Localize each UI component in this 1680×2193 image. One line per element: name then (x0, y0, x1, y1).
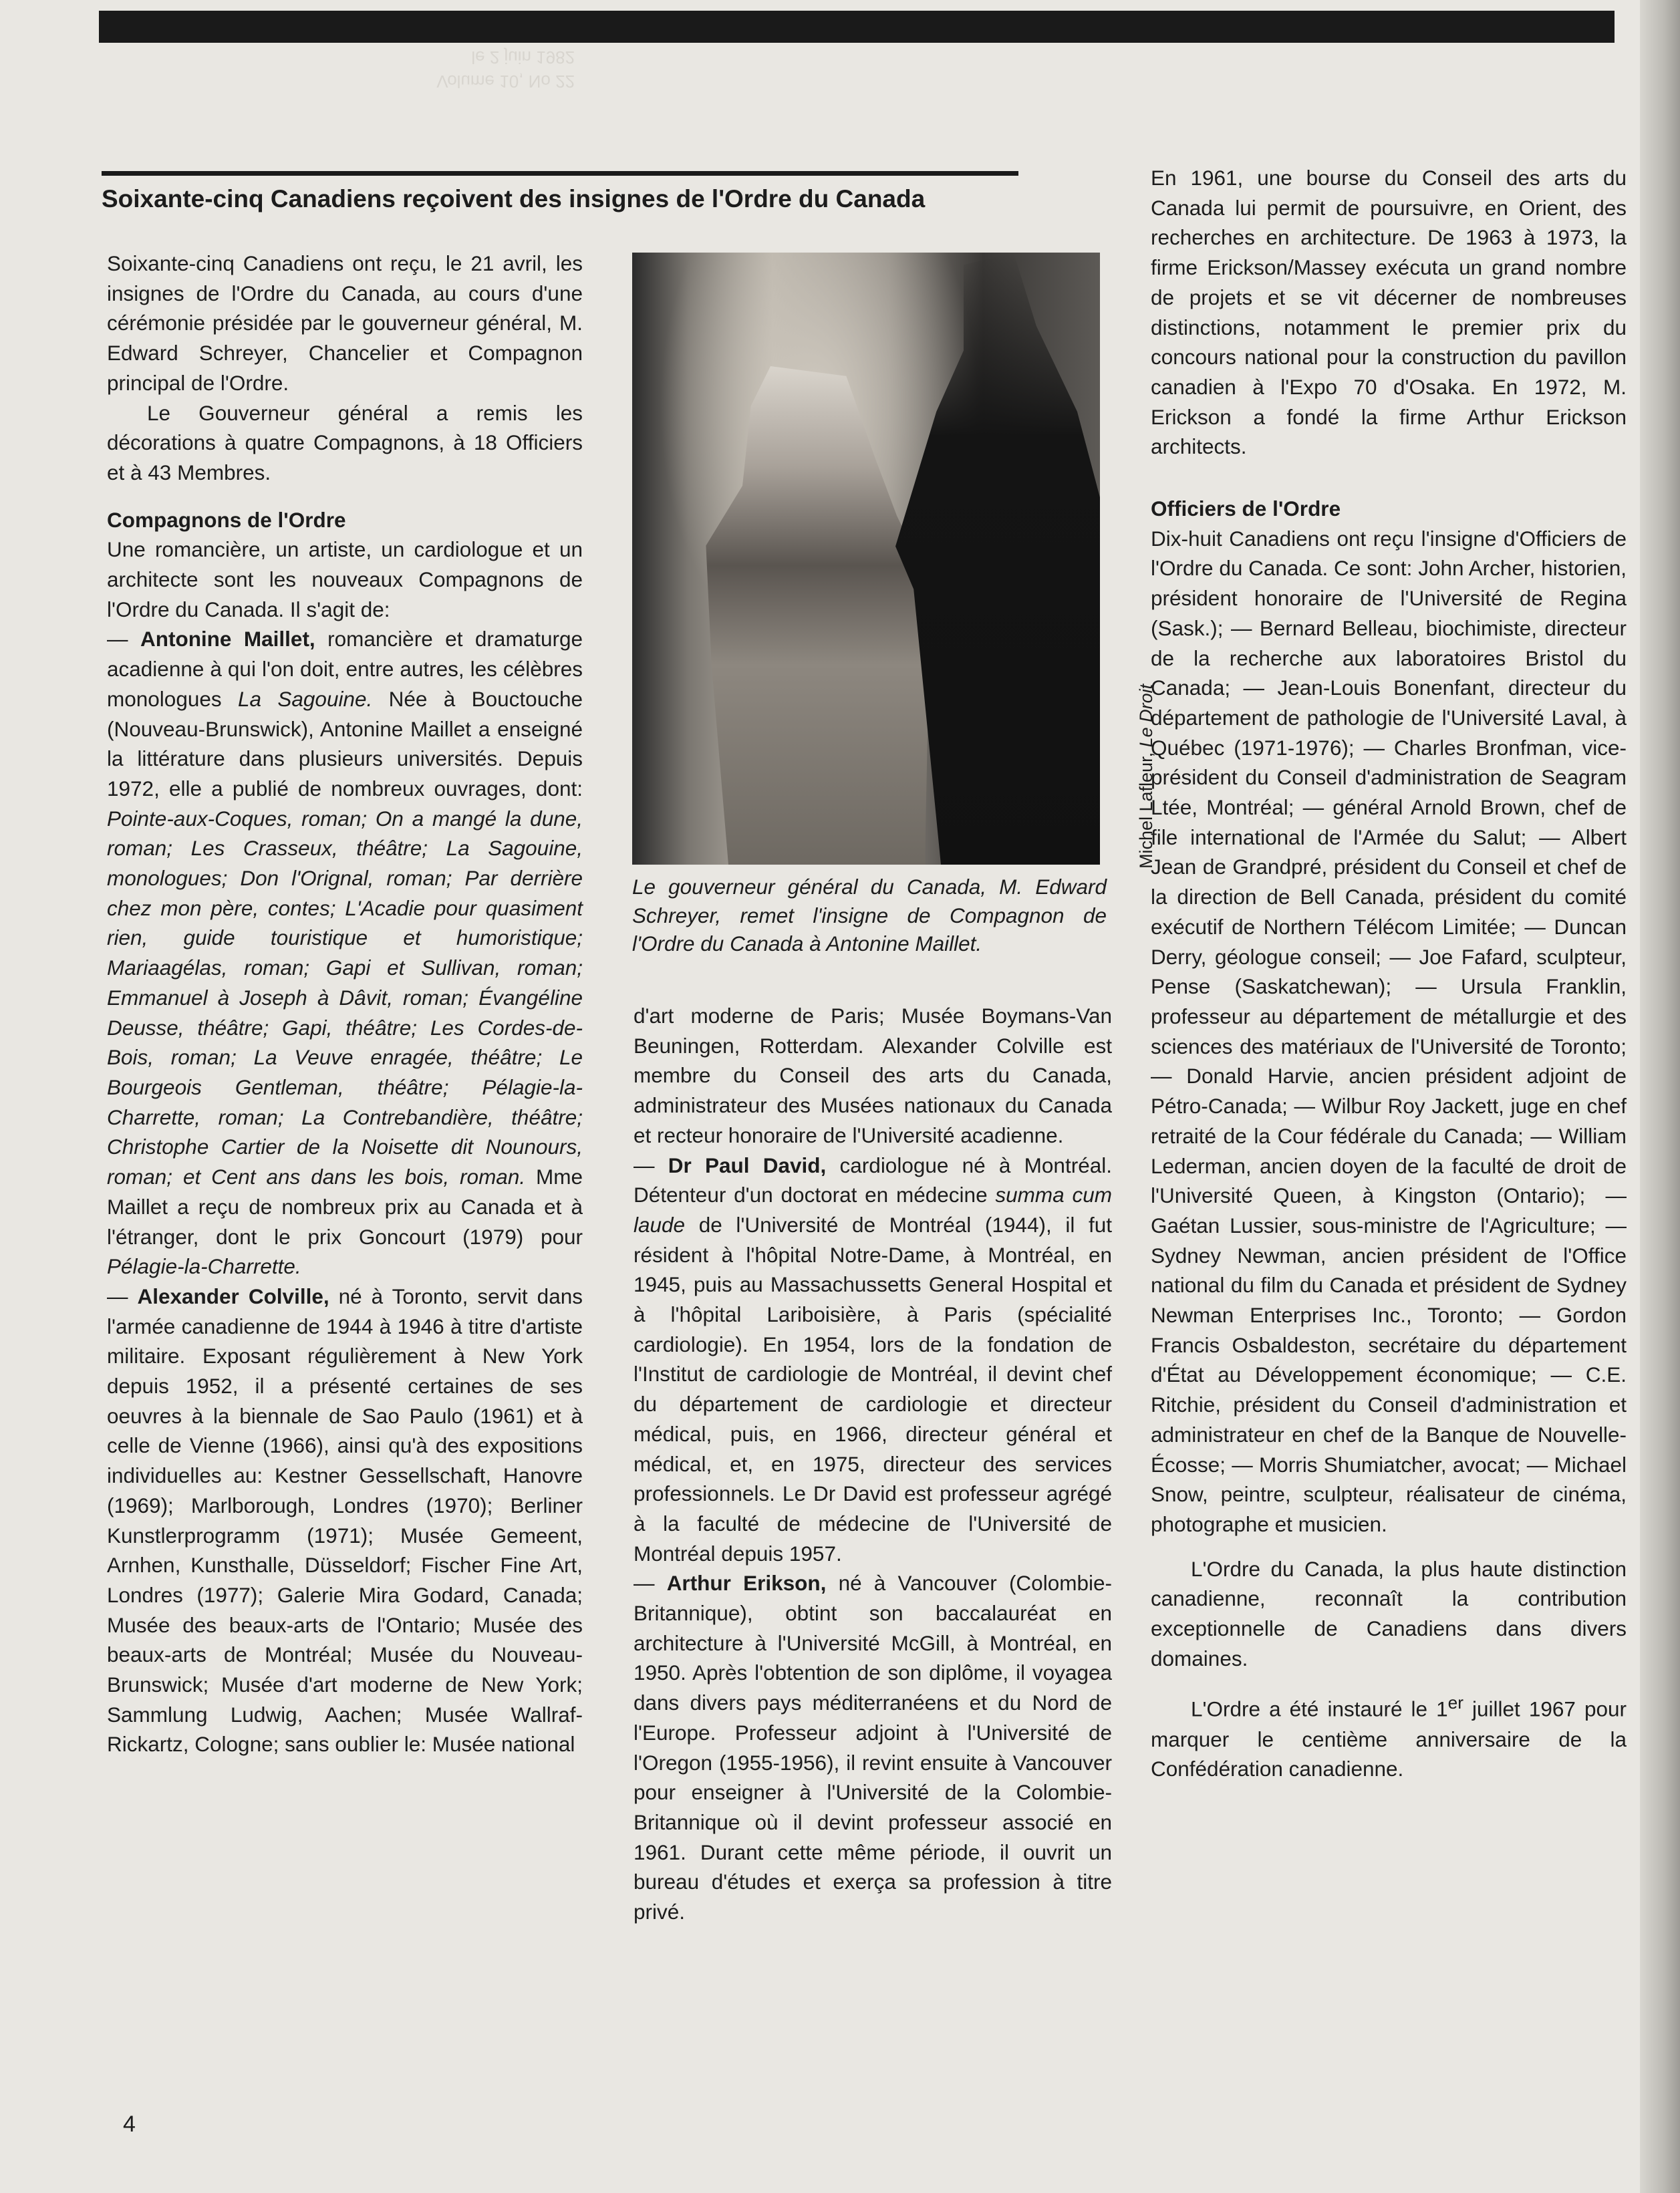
maillet-work: Pélagie-la-Charrette. (107, 1254, 301, 1279)
colville-name: Alexander Colville, (137, 1284, 329, 1308)
column-left (107, 249, 583, 1759)
column-right (1151, 163, 1627, 1784)
maillet-text: romancière et dramaturge acadienne à qui l'on doit, entre autres, les célèbres monologues (107, 627, 583, 711)
companions-intro: Une romancière, un artiste, un cardiologue et un architecte sont les nouveaux Compagnons de l'Ordre du Canada. Il s'agit de: (107, 537, 583, 621)
maillet-text: Mme Maillet a reçu de nombreux prix au Canada et à l'étranger, dont le prix Goncourt (1979) pour (107, 1165, 583, 1249)
maillet-text: Née à Bouctouche (Nouveau-Brunswick), Antonine Maillet a enseigné la littérature dans plusieurs universités. Depuis 1972, elle a publié de nombreux ouvrages, dont: (107, 686, 583, 800)
closing-text: juillet 1967 pour marquer le centième anniversaire de la Confédération canadienne. (1151, 1697, 1627, 1781)
closing-paragraph-2 (1151, 1688, 1627, 1784)
colville-continued: d'art moderne de Paris; Musée Boymans-Van Beuningen, Rotterdam. Alexander Colville est membre du Conseil des arts du Canada, administrateur des Musées nationaux du Canada et recteur honoraire de l'Université acadienne. (634, 1004, 1112, 1147)
bleed-through-line: Volume 10, No 22 (436, 71, 575, 92)
david-text: cardiologue né à Montréal. Détenteur d'un doctorat en médecine (634, 1153, 1112, 1207)
erikson-name: Arthur Erikson, (666, 1571, 827, 1596)
ceremony-photo (632, 253, 1100, 865)
article-title: Soixante-cinq Canadiens reçoivent des insignes de l'Ordre du Canada (102, 185, 926, 212)
maillet-works-list: Pointe-aux-Coques, roman; On a mangé la dune, roman; Les Crasseux, théâtre; La Sagouine, monologues; Don l'Orignal, roman; Par derrière chez mon père, contes; L'Acadie pour quasiment rien, guide touristique et humoristique; Mariaagélas, roman; Gapi et Sullivan, roman; Emmanuel à Joseph à Dâvit, roman; Évangéline Deusse, théâtre; Gapi, théâtre; Les Cordes-de-Bois, roman; La Veuve enragée, théâtre; Le Bourgeois Gentleman, théâtre; Pélagie-la-Charrette, roman; La Contrebandière, théâtre; Christophe Cartier de la Noisette dit Nounours, roman; et Cent ans dans les bois, roman. (107, 806, 583, 1189)
page-edge-shadow (1640, 0, 1680, 2193)
david-text: de l'Université de Montréal (1944), il fut résident à l'hôpital Notre-Dame, à Montréal, en 1945, puis au Massachussetts General Hospital et à l'hôpital Lariboisière, à Paris (spécialité cardiologie). En 1954, lors de la fondation de l'Institut de cardiologie de Montréal, il devint chef du département de cardiologie et directeur médical, puis, en 1966, directeur général et médical, et, en 1975, directeur des services professionnels. Le Dr David est professeur agrégé à la faculté de médecine de l'Université de Montréal depuis 1957. (634, 1212, 1112, 1566)
maillet-name: Antonine Maillet, (140, 627, 315, 651)
photo-credit-source: Le Droit (1136, 684, 1156, 748)
officers-paragraph: Dix-huit Canadiens ont reçu l'insigne d'Officiers de l'Ordre du Canada. Ce sont: John Archer, historien, président honoraire de l'Université de Regina (Sask.); — Bernard Belleau, biochimiste, directeur de la recherche aux laboratoires Bristol du Canada; — Jean-Louis Bonenfant, directeur du département de pathologie de l'Université Laval, à Québec (1971-1976); — Charles Bronfman, vice-président du Conseil d'administration de Seagram Ltée, Montréal; — général Arnold Brown, chef de file international de l'Armée du Salut; — Albert Jean de Grandpré, président du Conseil et chef de la direction de Bell Canada, président du comité exécutif de Northern Télécom Limitée; — Duncan Derry, géologue conseil; — Joe Fafard, sculpteur, Pense (Saskatchewan); — Ursula Franklin, professeur au département de métallurgie et des sciences des matériaux de l'Université de Toronto; — Donald Harvie, ancien président adjoint de Pétro-Canada; — Wilbur Roy Jackett, juge en chef retraité de la Cour fédérale du Canada; — William Lederman, ancien doyen de la faculté de droit de l'Université Queen, à Kingston (Ontario); — Gaétan Lussier, sous-ministre de l'Agriculture; — Sydney Newman, ancien président de l'Office national du film du Canada et président de Sydney Newman Enterprises Inc., Toronto; — Gordon Francis Osbaldeston, secrétaire du département d'État au Développement économique; — C.E. Ritchie, président du Conseil d'administration et administrateur en chef de la Banque de Nouvelle-Écosse; — Morris Shumiatcher, avocat; — Michael Snow, peintre, sculpteur, réalisateur de cinéma, photographe et musicien. (1151, 526, 1627, 1536)
intro-paragraph: Soixante-cinq Canadiens ont reçu, le 21 avril, les insignes de l'Ordre du Canada, au cours d'une cérémonie présidée par le gouverneur général, M. Edward Schreyer, Chancelier et Compagnon principal de l'Ordre. (107, 251, 583, 395)
erikson-text: né à Vancouver (Colombie-Britannique), obtint son baccalauréat en architecture à l'Université McGill, à Montréal, en 1950. Après l'obtention de son diplôme, il voyagea dans divers pays méditerranéens et du Nord de l'Europe. Professeur adjoint à l'Université de l'Oregon (1955-1956), il revint ensuite à Vancouver pour enseigner à l'Université de la Colombie-Britannique où il devint professeur associé en 1961. Durant cette même période, il ouvrit un bureau d'études et exerça sa profession à titre privé. (634, 1571, 1112, 1924)
david-name: Dr Paul David, (668, 1153, 827, 1177)
bleed-through-line: le 2 juin 1982 (471, 47, 575, 67)
page-number: 4 (123, 2111, 136, 2137)
photo-figure-woman (672, 366, 953, 865)
colville-paragraph: — Alexander Colville, né à Toronto, servit dans l'armée canadienne de 1944 à 1946 à titre d'artiste militaire. Exposant régulièrement à New York depuis 1952, il a présenté certaines de ses oeuvres à la biennale de Sao Paulo (1961) et à celle de Vienne (1966), ainsi qu'à des expositions individuelles au: Kestner Gessellschaft, Hanovre (1969); Marlborough, Londres (1970); Berliner Kunstlerprogramm (1971); Musée Gemeent, Arnhen, Kunsthalle, Düsseldorf; Fischer Fine Art, Londres (1977); Galerie Mira Godard, Canada; Musée des beaux-arts de l'Ontario; Musée des beaux-arts de Montréal; Musée du Nouveau-Brunswick; Musée d'art moderne de New York; Sammlung Ludwig, Aachen; Musée Wallraf-Rickartz, Cologne; sans oublier le: Musée national (107, 1284, 583, 1757)
officers-heading: Officiers de l'Ordre (1151, 496, 1341, 521)
maillet-work: La Sagouine. (237, 686, 373, 711)
david-paragraph: — Dr Paul David, cardiologue né à Montréal. Détenteur d'un doctorat en médecine summa cum laude de l'Université de Montréal (1944), il fut résident à l'hôpital Notre-Dame, à Montréal, en 1945, puis au Massachussetts General Hospital et à l'hôpital Lariboisière, à Paris (spécialité cardiologie). En 1954, lors de la fondation de l'Institut de cardiologie de Montréal, il devint chef du département de cardiologie et directeur médical, puis, en 1966, directeur général et médical, et, en 1975, directeur des services professionnels. Le Dr David est professeur agrégé à la faculté de médecine de l'Université de Montréal depuis 1957. (634, 1153, 1112, 1566)
colville-text: né à Toronto, servit dans l'armée canadienne de 1944 à 1946 à titre d'artiste militaire. Exposant régulièrement à New York depuis 1952, il a présenté certaines de ses oeuvres à la biennale de Sao Paulo (1961) et à celle de Vienne (1966), ainsi qu'à des expositions individuelles au: Kestner Gessellschaft, Hanovre (1969); Marlborough, Londres (1970); Berliner Kunstlerprogramm (1971); Musée Gemeent, Arnhen, Kunsthalle, Düsseldorf; Fischer Fine Art, Londres (1977); Galerie Mira Godard, Canada; Musée des beaux-arts de l'Ontario; Musée des beaux-arts de Montréal; Musée du Nouveau-Brunswick; Musée d'art moderne de New York; Sammlung Ludwig, Aachen; Musée Wallraf-Rickartz, Cologne; sans oublier le: Musée national (107, 1284, 583, 1757)
erikson-continued: En 1961, une bourse du Conseil des arts du Canada lui permit de poursuivre, en Orient, des recherches en architecture. De 1963 à 1973, la firme Erickson/Massey exécuta un grand nombre de projets et se vit décerner de nombreuses distinctions, notamment le premier prix du concours national pour la construction du pavillon canadien à l'Expo 70 d'Osaka. En 1972, M. Erickson a fondé la firme Arthur Erickson architects. (1151, 166, 1627, 459)
ordinal-superscript: er (1447, 1693, 1463, 1713)
closing-paragraph-1: L'Ordre du Canada, la plus haute distinction canadienne, reconnaît la contribution exceptionnelle de Canadiens dans divers domaines. (1151, 1556, 1627, 1670)
david-latin: summa cum laude (634, 1183, 1112, 1237)
photo-credit-name: Michel Lafleur, (1136, 747, 1156, 869)
title-rule (102, 171, 1018, 176)
bleed-through-header (374, 45, 575, 94)
decorations-paragraph: Le Gouverneur général a remis les décorations à quatre Compagnons, à 18 Officiers et à 43 Membres. (107, 400, 583, 484)
maillet-paragraph: — Antonine Maillet, romancière et dramaturge acadienne à qui l'on doit, entre autres, les célèbres monologues La Sagouine. Née à Bouctouche (Nouveau-Brunswick), Antonine Maillet a enseigné la littérature dans plusieurs universités. Depuis 1972, elle a publié de nombreux ouvrages, dont: Pointe-aux-Coques, roman; On a mangé la dune, roman; Les Crasseux, théâtre; La Sagouine, monologues; Don l'Orignal, roman; Par derrière chez mon père, contes; L'Acadie pour quasiment rien, guide touristique et humoristique; Mariaagélas, roman; Gapi et Sullivan, roman; Emmanuel à Joseph à Dâvit, roman; Évangéline Deusse, théâtre; Gapi, théâtre; Les Cordes-de-Bois, roman; La Veuve enragée, théâtre; Le Bourgeois Gentleman, théâtre; Pélagie-la-Charrette, roman; La Contrebandière, théâtre; Christophe Cartier de la Noisette dit Nounours, roman; et Cent ans dans les bois, roman. Mme Maillet a reçu de nombreux prix au Canada et à l'étranger, dont le prix Goncourt (1979) pour Pélagie-la-Charrette. (107, 627, 583, 1279)
photo-caption: Le gouverneur général du Canada, M. Edward Schreyer, remet l'insigne de Compagnon de l'Ordre du Canada à Antonine Maillet. (632, 875, 1107, 956)
companions-heading: Compagnons de l'Ordre (107, 507, 346, 532)
header-bar (99, 11, 1615, 43)
erikson-paragraph: — Arthur Erikson, né à Vancouver (Colombie-Britannique), obtint son baccalauréat en architecture à l'Université McGill, à Montréal, en 1950. Après l'obtention de son diplôme, il voyagea dans divers pays méditerranéens et du Nord de l'Europe. Professeur adjoint à l'Université de l'Oregon (1955-1956), il revint ensuite à Vancouver pour enseigner à l'Université de la Colombie-Britannique où il devint professeur associé en 1961. Durant cette même période, il ouvrit un bureau d'études et exerça sa profession à titre privé. (634, 1571, 1112, 1924)
closing-text: L'Ordre a été instauré le 1 (1191, 1697, 1448, 1721)
column-middle (634, 1001, 1112, 1927)
